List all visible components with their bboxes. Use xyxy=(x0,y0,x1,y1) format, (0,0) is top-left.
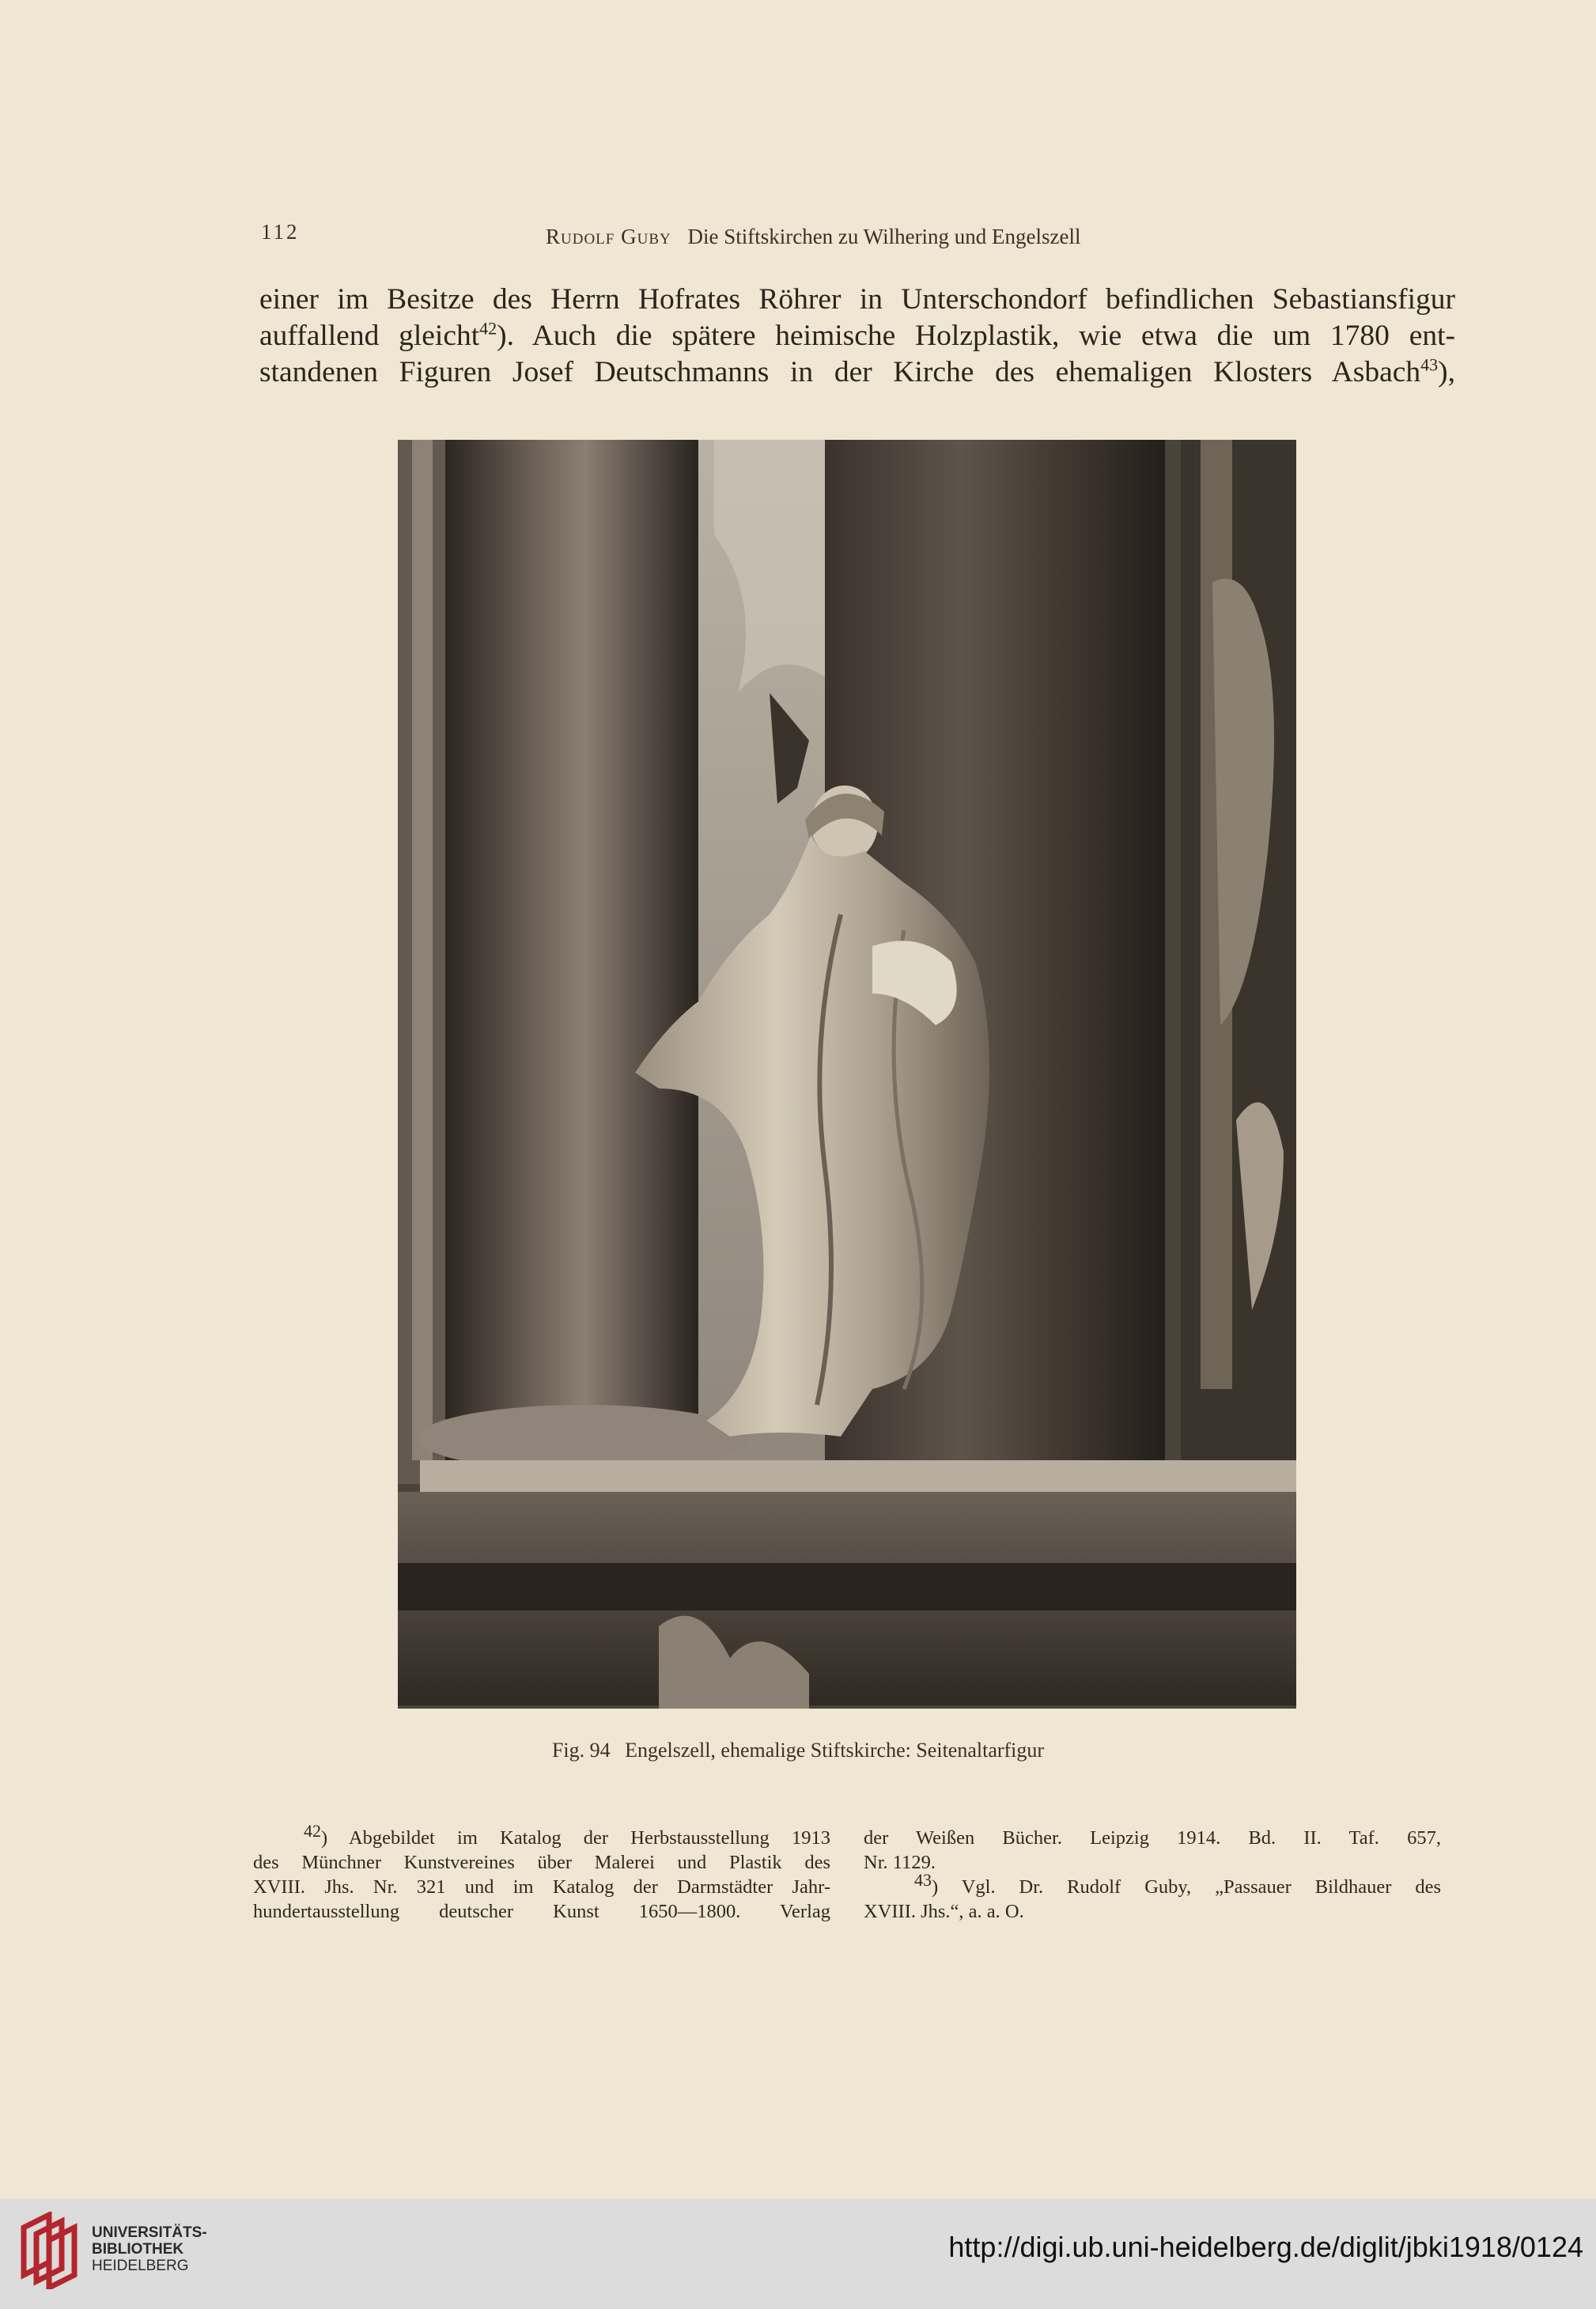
library-footer xyxy=(0,2199,1596,2309)
article-title: Die Stiftskirchen zu Wilhering und Engelszell xyxy=(687,225,1081,248)
figure-label: Fig. 94 xyxy=(551,1739,611,1762)
footnote-number-43: 43 xyxy=(914,1869,932,1890)
footnote-ref-43[interactable]: 43 xyxy=(1420,354,1439,375)
footnote-line: Nr. 1129. xyxy=(864,1852,936,1873)
footnote-number-42: 42 xyxy=(304,1820,321,1841)
footnote-line: $^{42}$) Abgebildet im Katalog der Herbstausstellung 1913 xyxy=(304,1820,830,1849)
footnote-line: XVIII. Jhs. Nr. 321 und im Katalog der Darmstädter Jahr- xyxy=(253,1876,830,1898)
permalink-url[interactable]: http://digi.ub.uni-heidelberg.de/diglit/jbki1918/0124 xyxy=(948,2231,1583,2263)
figure-caption-text: Engelszell, ehemalige Stiftskirche: Seitenaltarfigur xyxy=(625,1739,1045,1762)
library-name: UNIVERSITÄTS- BIBLIOTHEK HEIDELBERG xyxy=(92,2224,207,2274)
footnote-column-right xyxy=(864,1826,1441,1924)
body-line: einer im Besitze des Herrn Hofrates Röhrer in Unterschondorf befindlichen Sebastiansfigur xyxy=(259,283,1455,316)
body-line: standenen Figuren Josef Deutschmanns in der Kirche des ehemaligen Klosters Asbach$^{43}$), xyxy=(259,354,1455,388)
footnote-line: $^{43}$) Vgl. Dr. Rudolf Guby, „Passauer Bildhauer des xyxy=(914,1869,1441,1898)
footnote-line: hundertausstellung deutscher Kunst 1650—1800. Verlag xyxy=(253,1901,830,1922)
footnote-ref-42[interactable]: 42 xyxy=(479,318,497,339)
running-head xyxy=(261,220,1359,252)
figure-photograph xyxy=(398,440,1296,1709)
page-number: 112 xyxy=(261,220,300,244)
body-line: auffallend gleicht$^{42}$). Auch die spätere heimische Holzplastik, wie etwa die um 1780 ent- xyxy=(259,318,1455,352)
library-logo-icon xyxy=(17,2212,84,2289)
footnote-line: XVIII. Jhs.“, a. a. O. xyxy=(864,1901,1024,1922)
altar-figure-photo xyxy=(398,440,1296,1709)
body-paragraph xyxy=(259,282,1455,391)
figure-caption xyxy=(0,1739,1596,1762)
running-title xyxy=(546,225,1081,249)
footnote-line: des Münchner Kunstvereines über Malerei und Plastik des xyxy=(253,1852,830,1873)
footnote-line: der Weißen Bücher. Leipzig 1914. Bd. II. Taf. 657, xyxy=(864,1827,1441,1849)
footnote-column-left xyxy=(253,1820,830,1924)
author-name: Rudolf Guby xyxy=(546,225,671,248)
